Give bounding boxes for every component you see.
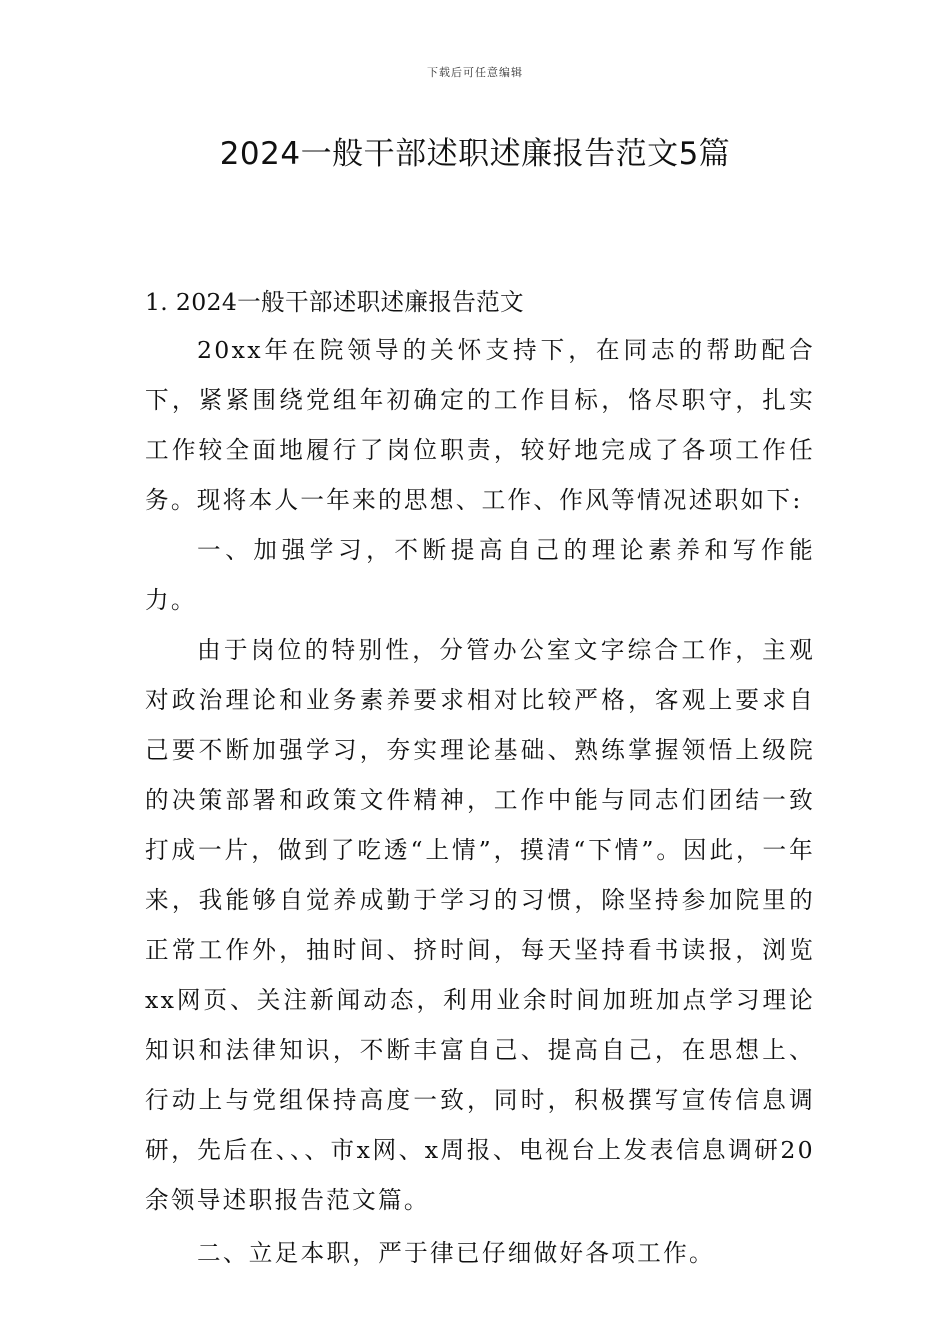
document-body: [145, 279, 815, 1278]
header-note: 下载后可任意编辑: [427, 66, 523, 79]
paragraph-point-one-body: 由于岗位的特别性，分管办公室文字综合工作，主观对政治理论和业务素养要求相对比较严格，客观上要求自己要不断加强学习，夯实理论基础、熟练掌握领悟上级院的决策部署和政策文件精神，工作中能与同志们团结一致打成一片，做到了吃透“上情”，摸清“下情”。因此，一年来，我能够自觉养成勤于学习的习惯，除坚持参加院里的正常工作外，抽时间、挤时间，每天坚持看书读报，浏览xx网页、关注新闻动态，利用业余时间加班加点学习理论知识和法律知识，不断丰富自己、提高自己，在思想上、行动上与党组保持高度一致，同时，积极撰写宣传信息调研，先后在、、、市x网、x周报、电视台上发表信息调研20余领导述职报告范文篇。: [145, 636, 815, 1214]
document-title: 2024一般干部述职述廉报告范文5篇: [219, 136, 731, 172]
section-heading: 1. 2024一般干部述职述廉报告范文: [145, 288, 524, 316]
paragraph-intro: 20xx年在院领导的关怀支持下，在同志的帮助配合下，紧紧围绕党组年初确定的工作目标，恪尽职守，扎实工作较全面地履行了岗位职责，较好地完成了各项工作任务。现将本人一年来的思想、工作、作风等情况述职如下:: [145, 336, 815, 514]
paragraph-point-two-heading: 二、立足本职，严于律已仔细做好各项工作。: [197, 1239, 715, 1267]
paragraph-point-one-heading: 一、加强学习，不断提高自己的理论素养和写作能力。: [145, 536, 815, 614]
